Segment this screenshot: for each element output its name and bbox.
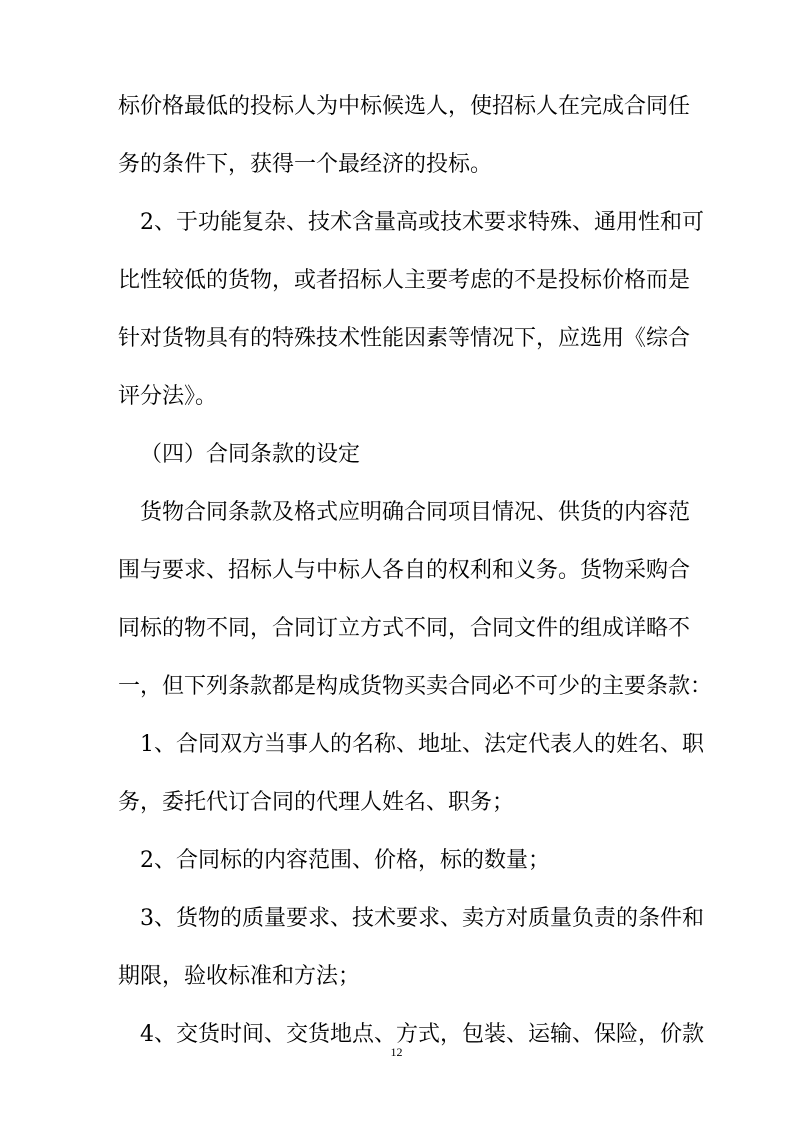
paragraph-line: 2、于功能复杂、技术含量高或技术要求特殊、通用性和可 <box>140 210 704 235</box>
paragraph-line: 3、货物的质量要求、技术要求、卖方对质量负责的条件和 <box>140 906 704 931</box>
paragraph-line: 针对货物具有的特殊技术性能因素等情况下，应选用《综合 <box>118 326 691 351</box>
paragraph-line: 1、合同双方当事人的名称、地址、法定代表人的姓名、职 <box>140 732 704 757</box>
page-number: 12 <box>390 1045 403 1059</box>
paragraph-line: 4、交货时间、交货地点、方式，包装、运输、保险，价款 <box>140 1022 704 1047</box>
paragraph-line: 标价格最低的投标人为中标候选人，使招标人在完成合同任 <box>118 94 691 119</box>
paragraph-line: 务，委托代订合同的代理人姓名、职务； <box>118 790 515 815</box>
paragraph-line: 货物合同条款及格式应明确合同项目情况、供货的内容范 <box>140 500 691 525</box>
paragraph-line: 同标的物不同，合同订立方式不同，合同文件的组成详略不 <box>118 616 691 641</box>
paragraph-line: 评分法》。 <box>118 384 218 409</box>
paragraph-line: 一，但下列条款都是构成货物买卖合同必不可少的主要条款： <box>118 674 713 699</box>
paragraph-line: 比性较低的货物，或者招标人主要考虑的不是投标价格而是 <box>118 268 691 293</box>
section-heading: （四）合同条款的设定 <box>140 442 361 467</box>
paragraph-line: 务的条件下，获得一个最经济的投标。 <box>118 152 493 177</box>
paragraph-line: 期限，验收标准和方法； <box>118 964 361 989</box>
paragraph-line: 2、合同标的内容范围、价格，标的数量； <box>140 848 550 873</box>
paragraph-line: 围与要求、招标人与中标人各自的权利和义务。货物采购合 <box>118 558 691 583</box>
